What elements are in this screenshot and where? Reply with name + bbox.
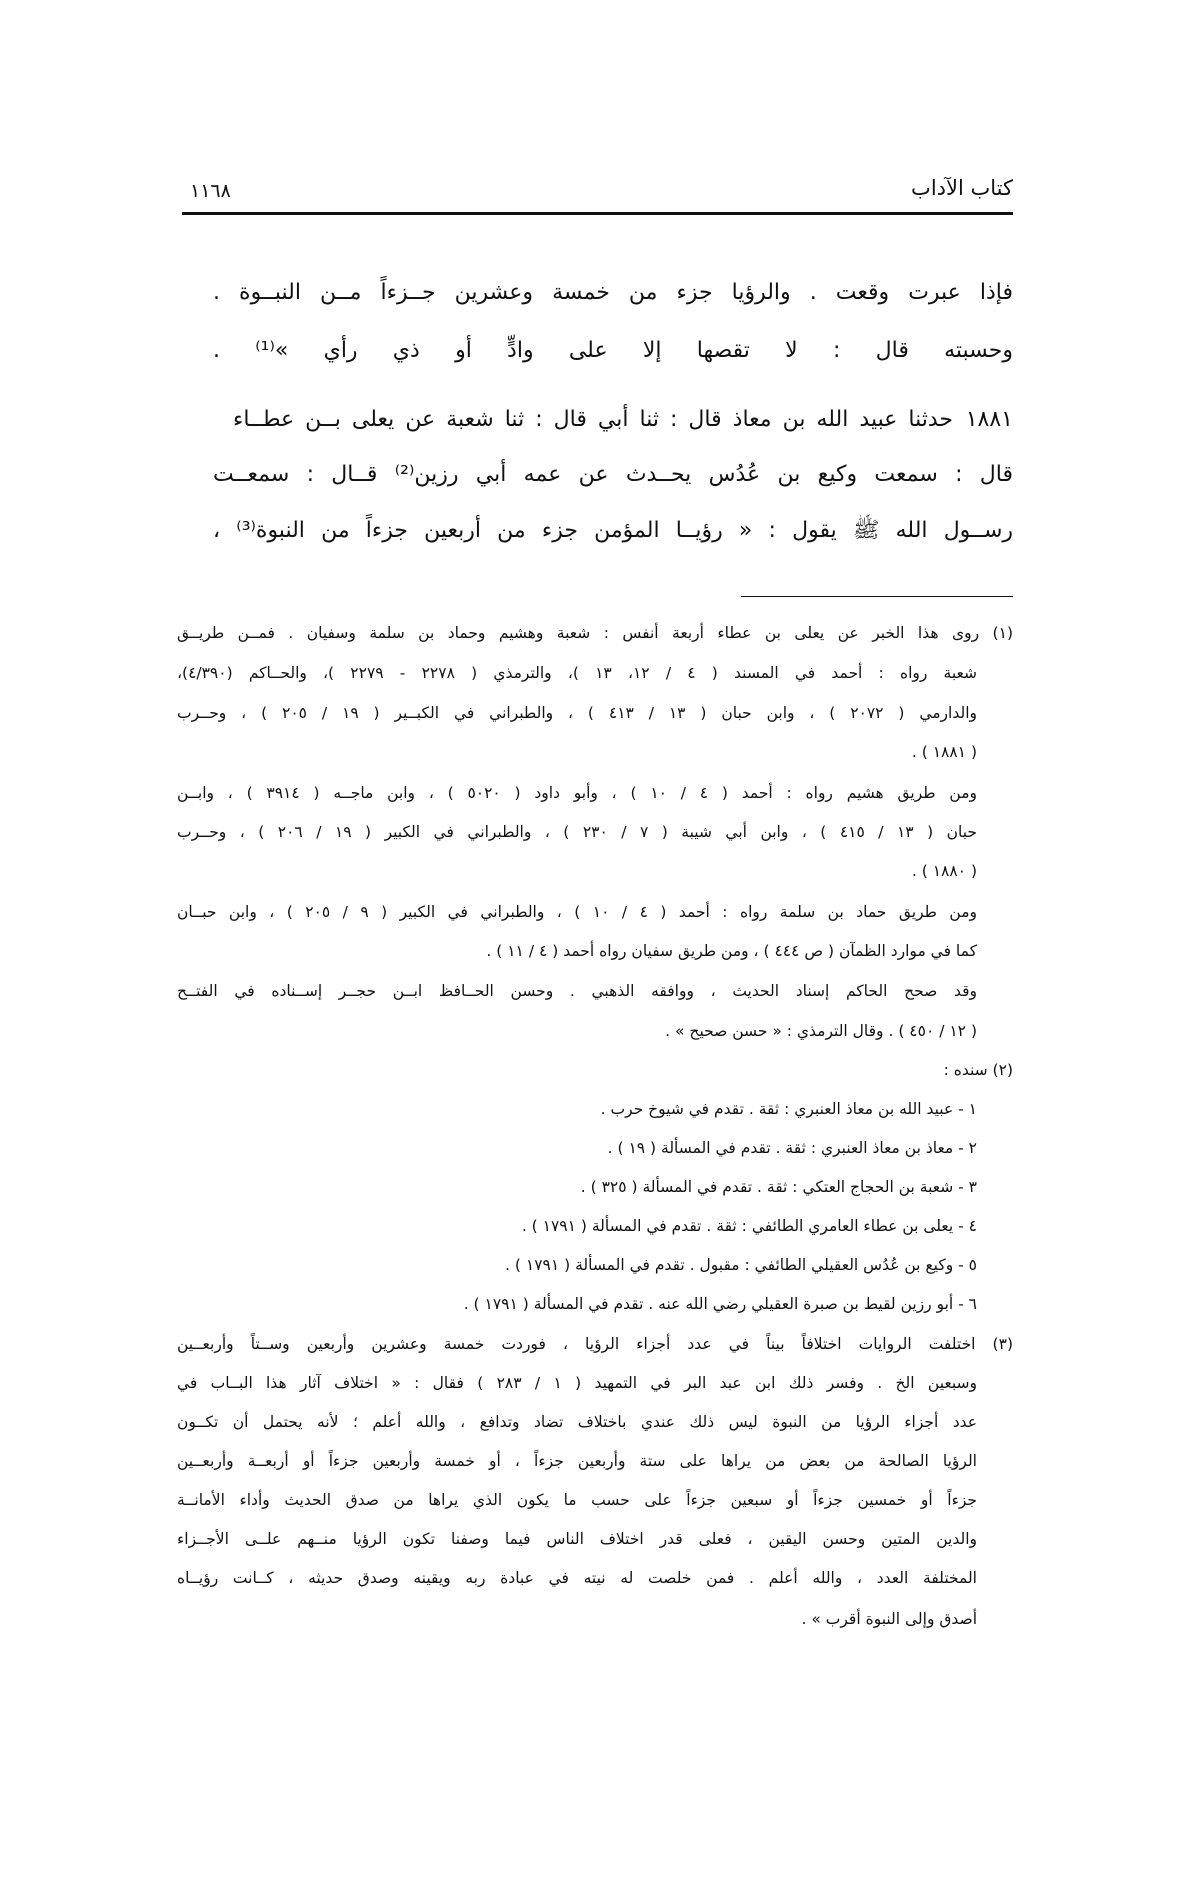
hadith-line: [233, 407, 1013, 432]
footnote-1-line: وقد صحح الحاكم إسناد الحديث ، ووافقه الذهبي . وحسن الحــافظ ابــن حجــر إســناده في الفتــح: [177, 982, 977, 1000]
hadith-text: حدثنا عبيد الله بن معاذ قال : ثنا أبي قال : ثنا شعبة عن يعلى بــن عطــاء: [233, 407, 953, 432]
footnote-1-line: كما في موارد الظمآن ( ص ٤٤٤ ) ، ومن طريق سفيان رواه أحمد ( ٤ / ١١ ) .: [486, 942, 977, 960]
book-title: كتاب الآداب: [911, 176, 1013, 200]
footnote-3-line: جزءاً أو خمسين جزءاً أو سبعين جزءاً على حسب ما يكون الذي يراها من صدق الحديث وأداء الأمانــة: [177, 1491, 977, 1509]
footnote-3-line: وسبعين الخ . وفسر ذلك ابن عبد البر في التمهيد ( ١ / ٢٨٣ ) فقال : « اختلاف آثار هذا البــاب في: [177, 1374, 978, 1392]
footnote-3-line: والدين المتين وحسن اليقين ، فعلى قدر اختلاف الناس فيما وصفنا تكون الرؤيا منــهم علــى الأجــزاء: [177, 1530, 977, 1548]
footnote-3-line: المختلفة العدد ، والله أعلم . فمن خلصت له نيته في عبادة ربه ويقينه وصدق حديثه ، كــانت رؤيــاه: [177, 1569, 977, 1587]
footnote-1-line: ومن طريق هشيم رواه : أحمد ( ٤ / ١٠ ) ، وأبو داود ( ٥٠٢٠ ) ، وابن ماجــه ( ٣٩١٤ ) ، وابــن: [177, 784, 977, 802]
footnote-separator: [741, 596, 1013, 597]
footnote-1-line: ( ١٨٨١ ) .: [911, 743, 977, 761]
hadith-line: قال : سمعت وكيع بن عُدُس يحــدث عن عمه أبي رزين⁽²⁾ قــال : سمعــت: [213, 462, 1014, 487]
footnote-1-line: (١) روى هذا الخبر عن يعلى بن عطاء أربعة أنفس : شعبة وهشيم وحماد بن سلمة وسفيان . فمــن طريــق: [177, 624, 1013, 642]
isnad-item: ٦ - أبو رزين لقيط بن صبرة العقيلي رضي الله عنه . تقدم في المسألة ( ١٧٩١ ) .: [463, 1295, 977, 1313]
footnote-1-line: حبان ( ١٣ / ٤١٥ ) ، وابن أبي شيبة ( ٧ / ٢٣٠ ) ، والطبراني في الكبير ( ١٩ / ٢٠٦ ) ، وحــرب: [177, 823, 977, 841]
footnote-3-line: أصدق وإلى النبوة أقرب » .: [801, 1610, 977, 1628]
main-text-line: وحسبته قال : لا تقصها إلا على وادٍّ أو ذي رأي »⁽¹⁾ .: [213, 338, 1014, 363]
isnad-item: ١ - عبيد الله بن معاذ العنبري : ثقة . تقدم في شيوخ حرب .: [600, 1100, 977, 1118]
footnote-3-line: الرؤيا الصالحة من بعض من يراها على ستة وأربعين جزءاً ، أو خمسة وأربعين جزءاً أو أربعــة وأربعــين: [177, 1452, 977, 1470]
footnote-2-heading: (٢) سنده :: [943, 1061, 1013, 1079]
page-header: [182, 172, 1013, 215]
isnad-item: ٣ - شعبة بن الحجاج العتكي : ثقة . تقدم في المسألة ( ٣٢٥ ) .: [580, 1178, 977, 1196]
hadith-number: ١٨٨١: [965, 407, 1013, 432]
footnote-3-line: (٣) اختلفت الروايات اختلافاً بيناً في عدد أجزاء الرؤيا ، فوردت خمسة وعشرين وأربعين وســتاً وأربعــين: [177, 1335, 1013, 1353]
footnote-1-line: شعبة رواه : أحمد في المسند ( ٤ / ١٢، ١٣ )، والترمذي ( ٢٢٧٨ - ٢٢٧٩ )، والحــاكم (٤/٣٩٠)،: [177, 664, 978, 682]
footnote-1-line: ومن طريق حماد بن سلمة رواه : أحمد ( ٤ / ١٠ ) ، والطبراني في الكبير ( ٩ / ٢٠٥ ) ، وابن حبــان: [177, 903, 978, 921]
isnad-item: ٥ - وكيع بن عُدُس العقيلي الطائفي : مقبول . تقدم في المسألة ( ١٧٩١ ) .: [505, 1256, 977, 1274]
footnote-3-line: عدد أجزاء الرؤيا من النبوة ليس ذلك عندي باختلاف تضاد وتدافع ، والله أعلم ؛ لأنه يحتمل أن تكــون: [177, 1413, 977, 1431]
footnote-1-line: ( ١٨٨٠ ) .: [911, 862, 977, 880]
footnote-1-line: ( ١٢ / ٤٥٠ ) . وقال الترمذي : « حسن صحيح » .: [665, 1022, 977, 1040]
footnote-1-line: والدارمي ( ٢٠٧٢ ) ، وابن حبان ( ١٣ / ٤١٣ ) ، والطبراني في الكبــير ( ١٩ / ٢٠٥ ) ، وحــرب: [177, 704, 977, 722]
main-text-line: فإذا عبرت وقعت . والرؤيا جزء من خمسة وعشرين جــزءاً مــن النبــوة .: [213, 280, 1013, 305]
page-number: ١١٦٨: [190, 180, 231, 202]
isnad-item: ٤ - يعلى بن عطاء العامري الطائفي : ثقة . تقدم في المسألة ( ١٧٩١ ) .: [521, 1217, 977, 1235]
isnad-item: ٢ - معاذ بن معاذ العنبري : ثقة . تقدم في المسألة ( ١٩ ) .: [607, 1139, 977, 1157]
hadith-line: رســول الله ﷺ يقول : « رؤيــا المؤمن جزء من أربعين جزءاً من النبوة⁽³⁾ ،: [213, 518, 1014, 543]
